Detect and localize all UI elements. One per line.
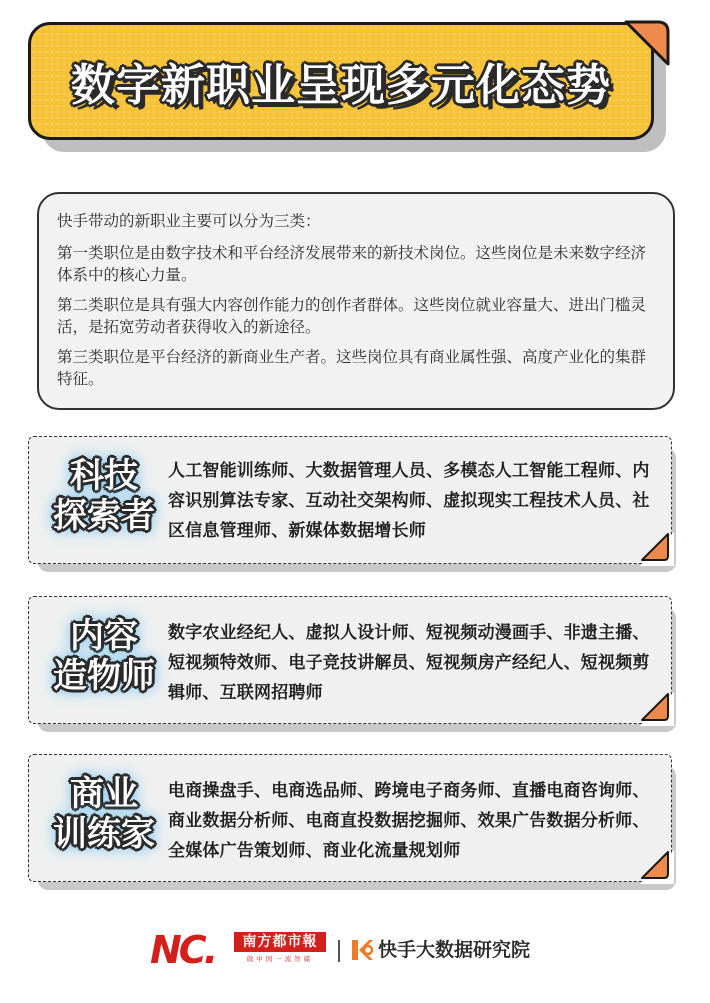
footer-logos <box>150 928 570 972</box>
category-label-line1: 内容 <box>70 616 138 656</box>
category-card-tech <box>28 436 672 564</box>
category-jobs: 数字农业经纪人、虚拟人设计师、短视频动漫画手、非遗主播、短视频特效师、电子竞技讲解员、短视频房产经纪人、短视频剪辑师、互联网招聘师 <box>168 623 650 703</box>
category-label-line1: 科技 <box>70 456 138 496</box>
intro-box <box>37 192 675 410</box>
nandu-name: 南方都市報 <box>234 932 326 952</box>
kuaishou-name: 快手大数据研究院 <box>378 939 531 961</box>
nc-logo: NC. <box>150 928 216 972</box>
nandu-slogan: 做中国一流智媒 <box>246 955 314 963</box>
category-label-line2: 造物师 <box>53 656 155 696</box>
category-badge <box>38 456 170 536</box>
category-badge <box>38 774 170 854</box>
page-title: 数字新职业呈现多元化态势 <box>71 60 611 111</box>
intro-paragraph-1: 第一类职位是由数字技术和平台经济发展带来的新技术岗位。这些岗位是未来数字经济体系中的核心力量。 <box>57 244 647 284</box>
category-label-line2: 探索者 <box>53 496 155 536</box>
footer-divider <box>338 940 340 962</box>
kuaishou-logo-icon <box>349 937 375 963</box>
category-label-line1: 商业 <box>70 774 138 814</box>
nandu-logo <box>234 932 326 968</box>
intro-paragraph-3: 第三类职位是平台经济的新商业生产者。这些岗位具有商业属性强、高度产业化的集群特征。 <box>57 348 647 388</box>
category-jobs: 电商操盘手、电商选品师、跨境电子商务师、直播电商咨询师、商业数据分析师、电商直投数据挖掘师、效果广告数据分析师、全媒体广告策划师、商业化流量规划师 <box>168 781 650 861</box>
category-badge <box>38 616 170 696</box>
intro-lead: 快手带动的新职业主要可以分为三类： <box>57 212 321 230</box>
title-corner-icon <box>622 18 672 68</box>
category-card-content <box>28 596 672 724</box>
category-jobs: 人工智能训练师、大数据管理人员、多模态人工智能工程师、内容识别算法专家、互动社交架构师、虚拟现实工程技术人员、社区信息管理师、新媒体数据增长师 <box>168 461 650 541</box>
title-banner <box>28 22 668 154</box>
intro-paragraph-2: 第二类职位是具有强大内容创作能力的创作者群体。这些岗位就业容量大、进出门槛灵活，是拓宽劳动者获得收入的新途径。 <box>57 296 647 336</box>
category-label-line2: 训练家 <box>53 814 155 854</box>
category-card-business <box>28 754 672 882</box>
